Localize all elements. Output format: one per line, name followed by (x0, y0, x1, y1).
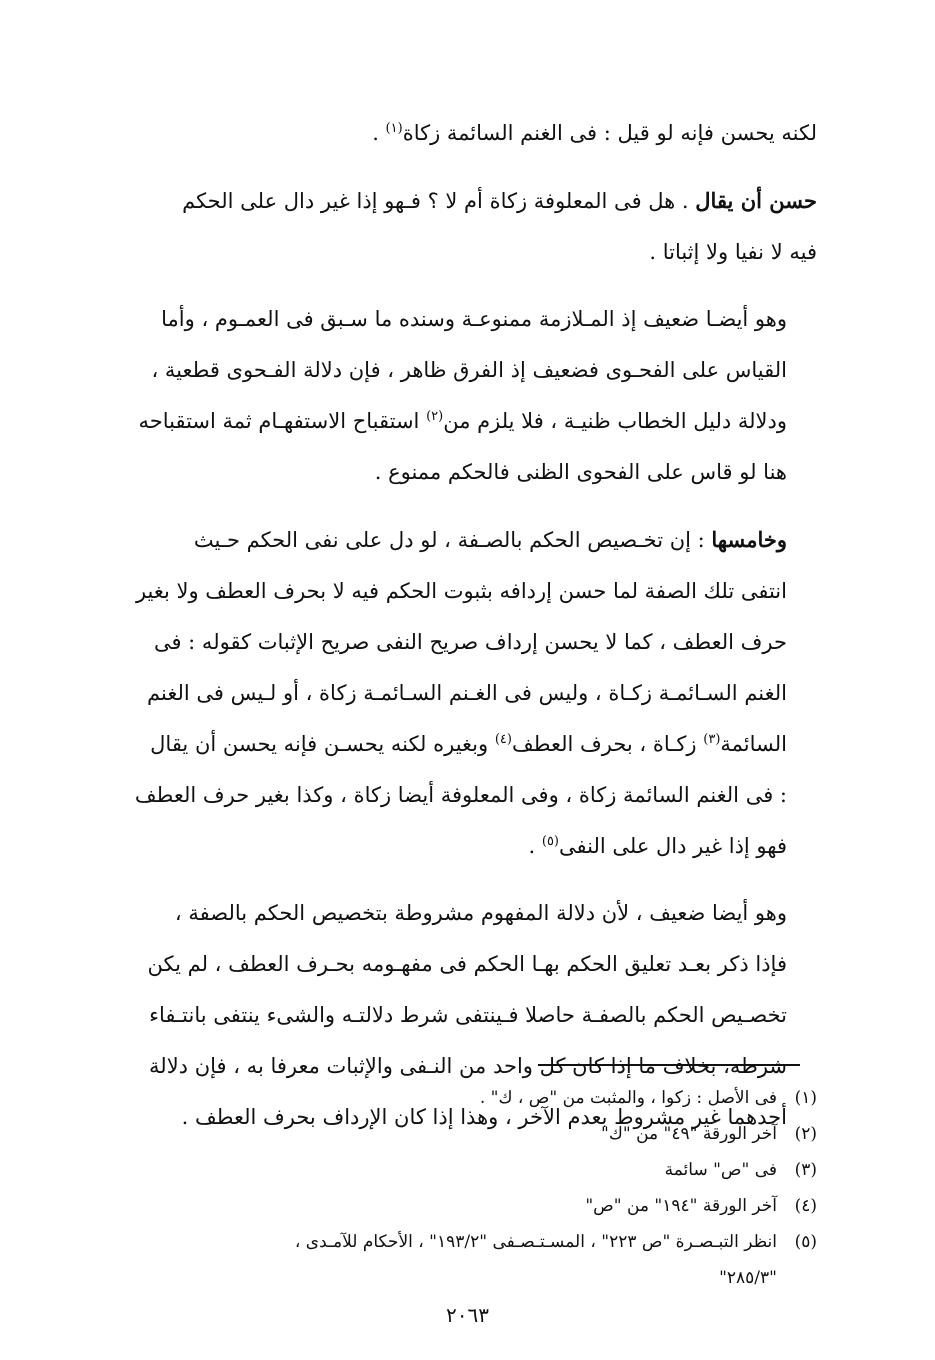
text-line: فيه لا نفيا ولا إثباتا . (649, 240, 817, 264)
text-line: هنا لو قاس على الفحوى الظنى فالحكم ممنوع . (374, 460, 787, 484)
text-line: أحدهما غير مشروط بعدم الآخر ، وهذا إذا كان الإرداف بحرف العطف . (181, 1105, 787, 1129)
footnote-ref: (١) (385, 121, 403, 136)
body-text (107, 108, 817, 1159)
text-line: الغنم السـائمـة زكـاة ، وليس فى الغـنم السـائمـة زكاة ، أو لـيس فى الغنم (147, 681, 787, 705)
text-line: السائمة$^{(٣)}$ زكـاة ، بحرف العطف$^{(٤)}$ وبغيره لكنه يحسـن فإنه يحسن أن يقال (150, 732, 787, 756)
footnote-separator (538, 1064, 800, 1066)
text-line: فهو إذا غير دال على النفى$^{(٥)}$ . (528, 834, 787, 858)
footnote-ref: (٤) (494, 732, 512, 747)
footnote-ref: (٣) (703, 732, 721, 747)
footnotes (97, 1080, 817, 1296)
footnote-5 (97, 1224, 817, 1260)
text-line: انتفى تلك الصفة لما حسن إردافه بثبوت الحكم فيه لا بحرف العطف ولا بغير (135, 579, 787, 603)
footnote-1 (97, 1080, 817, 1116)
text-line: وهو أيضا ضعيف ، لأن دلالة المفهوم مشروطة بتخصيص الحكم بالصفة ، (174, 901, 787, 925)
paragraph-3 (107, 294, 817, 498)
footnote-5-continuation: "٢٨٥/٣" (719, 1268, 777, 1288)
text-line: ودلالة دليل الخطاب ظنيـة ، فلا يلزم من$^{(٢)}$ استقباح الاستفهـام ثمة استقباحه (138, 409, 787, 433)
footnote-text: فى الأصل : زكوا ، والمثبت من "ص ، ك" . (479, 1088, 777, 1108)
footnote-2 (97, 1116, 817, 1152)
footnote-ref: (٢) (426, 409, 444, 424)
text-line: فإذا ذكر بعـد تعليق الحكم بهـا الحكم فى مفهـومه بحـرف العطف ، لم يكن (147, 952, 787, 976)
bold-phrase: وخامسها (711, 527, 787, 552)
text-line: وهو أيضـا ضعيف إذ المـلازمة ممنوعـة وسنده ما سـبق فى العمـوم ، وأما (161, 307, 787, 331)
text-line: وخامسها : إن تخـصيص الحكم بالصـفة ، لو دل على نفى الحكم حـيث (193, 527, 787, 552)
footnote-text: فى "ص" سائمة (664, 1160, 777, 1180)
footnote-text: آخر الورقة "٤٩" من "ك" (601, 1124, 777, 1144)
paragraph-2 (107, 175, 817, 278)
text-line: حرف العطف ، كما لا يحسن إرداف صريح النفى صريح الإثبات كقوله : فى (153, 630, 787, 654)
paragraph-1 (107, 108, 817, 159)
text-line: : فى الغنم السائمة زكاة ، وفى المعلوفة أيضا زكاة ، وكذا بغير حرف العطف (134, 783, 787, 807)
footnote-number: (١) (794, 1088, 817, 1108)
text-line: تخصـيص الحكم بالصفـة حاصلا فـينتفى شرط دلالتـه والشىء ينتفى بانتـفاء (149, 1003, 787, 1027)
text-line: شرطه، بخلاف ما إذا كان كل واحد من النـفى والإثبات معرفا به ، فإن دلالة (149, 1054, 787, 1078)
footnote-ref: (٥) (541, 834, 559, 849)
footnote-number: (٢) (794, 1124, 817, 1144)
footnote-number: (٣) (794, 1160, 817, 1180)
text-line: لكنه يحسن فإنه لو قيل : فى الغنم السائمة زكاة$^{(١)}$ . (372, 121, 817, 145)
footnote-3 (97, 1152, 817, 1188)
footnote-text: آخر الورقة "١٩٤" من "ص" (585, 1196, 777, 1216)
paragraph-4 (107, 514, 817, 872)
text-line: حسن أن يقال . هل فى المعلوفة زكاة أم لا ؟ فـهو إذا غير دال على الحكم (182, 188, 817, 213)
footnote-number: (٤) (794, 1196, 817, 1216)
bold-phrase: حسن أن يقال (695, 188, 817, 213)
footnote-text: انظر التبـصـرة "ص ٢٢٣" ، المسـتـصـفى "١٩٣/٢" ، الأحكام للآمـدى ، (294, 1232, 777, 1252)
text-line: القياس على الفحـوى فضعيف إذ الفرق ظاهر ، فإن دلالة الفـحوى قطعية ، (151, 358, 787, 382)
footnote-4 (97, 1188, 817, 1224)
footnote-number: (٥) (794, 1232, 817, 1252)
page-number: ٢٠٦٣ (446, 1303, 489, 1327)
